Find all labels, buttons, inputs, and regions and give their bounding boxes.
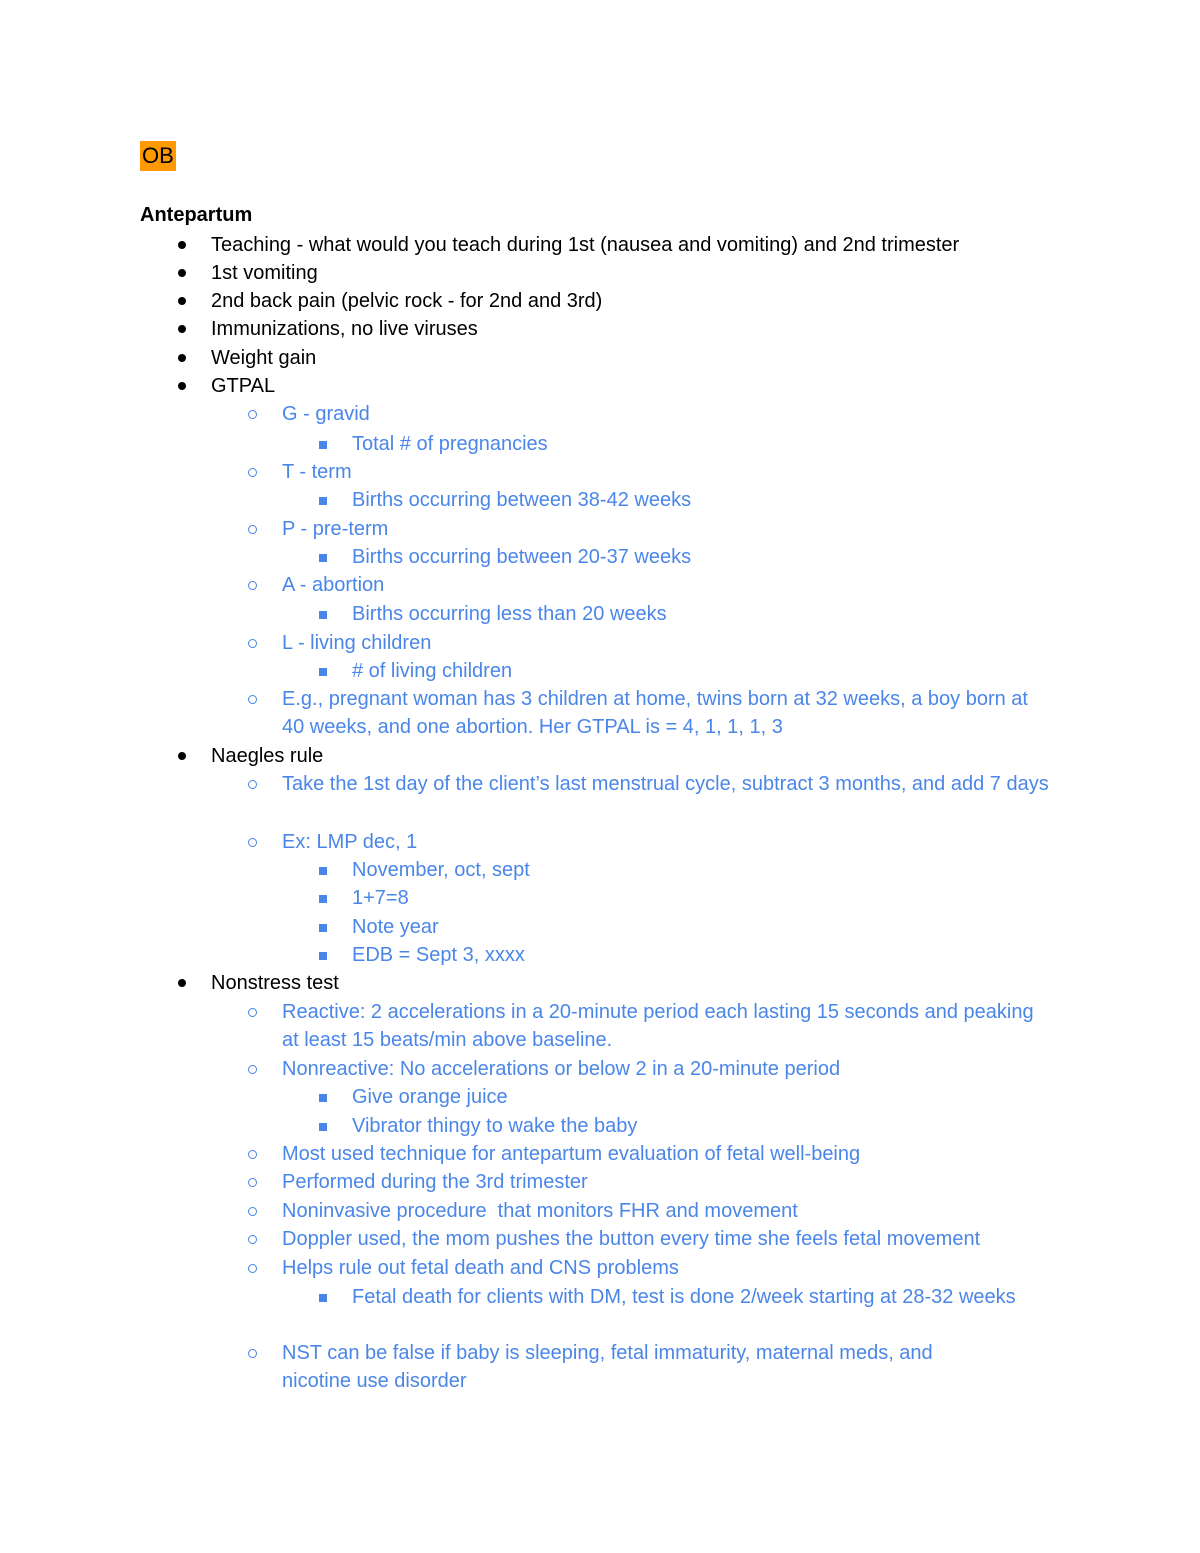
- circle-bullet-icon: [248, 1008, 257, 1017]
- list-item-text: Most used technique for antepartum evaluation of fetal well-being: [282, 1143, 861, 1165]
- list-item-text: November, oct, sept: [352, 859, 530, 881]
- disc-bullet-icon: [178, 269, 186, 277]
- list-item-text: Births occurring less than 20 weeks: [352, 603, 667, 625]
- list-item-text: Immunizations, no live viruses: [211, 318, 478, 340]
- list-item-text: A - abortion: [282, 574, 385, 596]
- disc-bullet-icon: [178, 297, 186, 305]
- circle-bullet-icon: [248, 780, 257, 789]
- list-item-text: Helps rule out fetal death and CNS problems: [282, 1257, 679, 1279]
- list-item-text: Give orange juice: [352, 1086, 508, 1108]
- disc-bullet-icon: [178, 382, 186, 390]
- list-item-text: Doppler used, the mom pushes the button every time she feels fetal movement: [282, 1228, 981, 1250]
- disc-bullet-icon: [178, 241, 186, 249]
- disc-bullet-icon: [178, 354, 186, 362]
- section-heading: Antepartum: [140, 204, 253, 226]
- square-bullet-icon: [319, 441, 327, 449]
- list-item-text: Weight gain: [211, 347, 317, 369]
- list-item-text: Births occurring between 38-42 weeks: [352, 489, 692, 511]
- list-item-text: Ex: LMP dec, 1: [282, 831, 418, 853]
- list-item-text: Note year: [352, 916, 439, 938]
- list-item-text: E.g., pregnant woman has 3 children at home, twins born at 32 weeks, a boy born at 40 weeks, and one abortion. Her GTPAL is = 4, 1, 1, 1, 3: [282, 688, 1028, 739]
- circle-bullet-icon: [248, 1150, 257, 1159]
- list-item-text: 1+7=8: [352, 887, 409, 909]
- square-bullet-icon: [319, 867, 327, 875]
- circle-bullet-icon: [248, 695, 257, 704]
- list-item-text: Total # of pregnancies: [352, 433, 548, 455]
- list-item-text: Performed during the 3rd trimester: [282, 1171, 588, 1193]
- square-bullet-icon: [319, 924, 327, 932]
- list-item-text: 2nd back pain (pelvic rock - for 2nd and 3rd): [211, 290, 603, 312]
- square-bullet-icon: [319, 554, 327, 562]
- square-bullet-icon: [319, 895, 327, 903]
- list-item-text: Nonstress test: [211, 972, 339, 994]
- circle-bullet-icon: [248, 468, 257, 477]
- list-item-text: T - term: [282, 461, 352, 483]
- list-item-text: NST can be false if baby is sleeping, fetal immaturity, maternal meds, and nicotine use disorder: [282, 1342, 933, 1393]
- list-item-text: Reactive: 2 accelerations in a 20-minute period each lasting 15 seconds and peaking at least 15 beats/min above baseline.: [282, 1001, 1034, 1052]
- square-bullet-icon: [319, 668, 327, 676]
- circle-bullet-icon: [248, 838, 257, 847]
- circle-bullet-icon: [248, 1349, 257, 1358]
- list-item-text: Naegles rule: [211, 745, 324, 767]
- list-item-text: Noninvasive procedure that monitors FHR and movement: [282, 1200, 798, 1222]
- list-item-text: G - gravid: [282, 403, 370, 425]
- list-item-text: P - pre-term: [282, 518, 389, 540]
- list-item-text: EDB = Sept 3, xxxx: [352, 944, 525, 966]
- list-item-text: Births occurring between 20-37 weeks: [352, 546, 692, 568]
- list-item-text: Teaching - what would you teach during 1st (nausea and vomiting) and 2nd trimester: [211, 234, 960, 256]
- list-item-text: Nonreactive: No accelerations or below 2 in a 20-minute period: [282, 1058, 841, 1080]
- document-title: OB: [140, 141, 176, 171]
- disc-bullet-icon: [178, 752, 186, 760]
- circle-bullet-icon: [248, 1235, 257, 1244]
- square-bullet-icon: [319, 611, 327, 619]
- list-item-text: L - living children: [282, 632, 432, 654]
- title-wrap: [140, 141, 176, 171]
- disc-bullet-icon: [178, 325, 186, 333]
- list-item-text: # of living children: [352, 660, 513, 682]
- circle-bullet-icon: [248, 639, 257, 648]
- list-item-text: GTPAL: [211, 375, 276, 397]
- list-item-text: Vibrator thingy to wake the baby: [352, 1115, 638, 1137]
- circle-bullet-icon: [248, 1207, 257, 1216]
- square-bullet-icon: [319, 1094, 327, 1102]
- square-bullet-icon: [319, 952, 327, 960]
- square-bullet-icon: [319, 497, 327, 505]
- square-bullet-icon: [319, 1294, 327, 1302]
- circle-bullet-icon: [248, 1264, 257, 1273]
- circle-bullet-icon: [248, 1178, 257, 1187]
- disc-bullet-icon: [178, 979, 186, 987]
- circle-bullet-icon: [248, 581, 257, 590]
- square-bullet-icon: [319, 1123, 327, 1131]
- circle-bullet-icon: [248, 525, 257, 534]
- list-item-text: Take the 1st day of the client’s last menstrual cycle, subtract 3 months, and add 7 days: [282, 773, 1049, 795]
- circle-bullet-icon: [248, 1065, 257, 1074]
- circle-bullet-icon: [248, 410, 257, 419]
- list-item-text: 1st vomiting: [211, 262, 318, 284]
- list-item-text: Fetal death for clients with DM, test is done 2/week starting at 28-32 weeks: [352, 1286, 1016, 1308]
